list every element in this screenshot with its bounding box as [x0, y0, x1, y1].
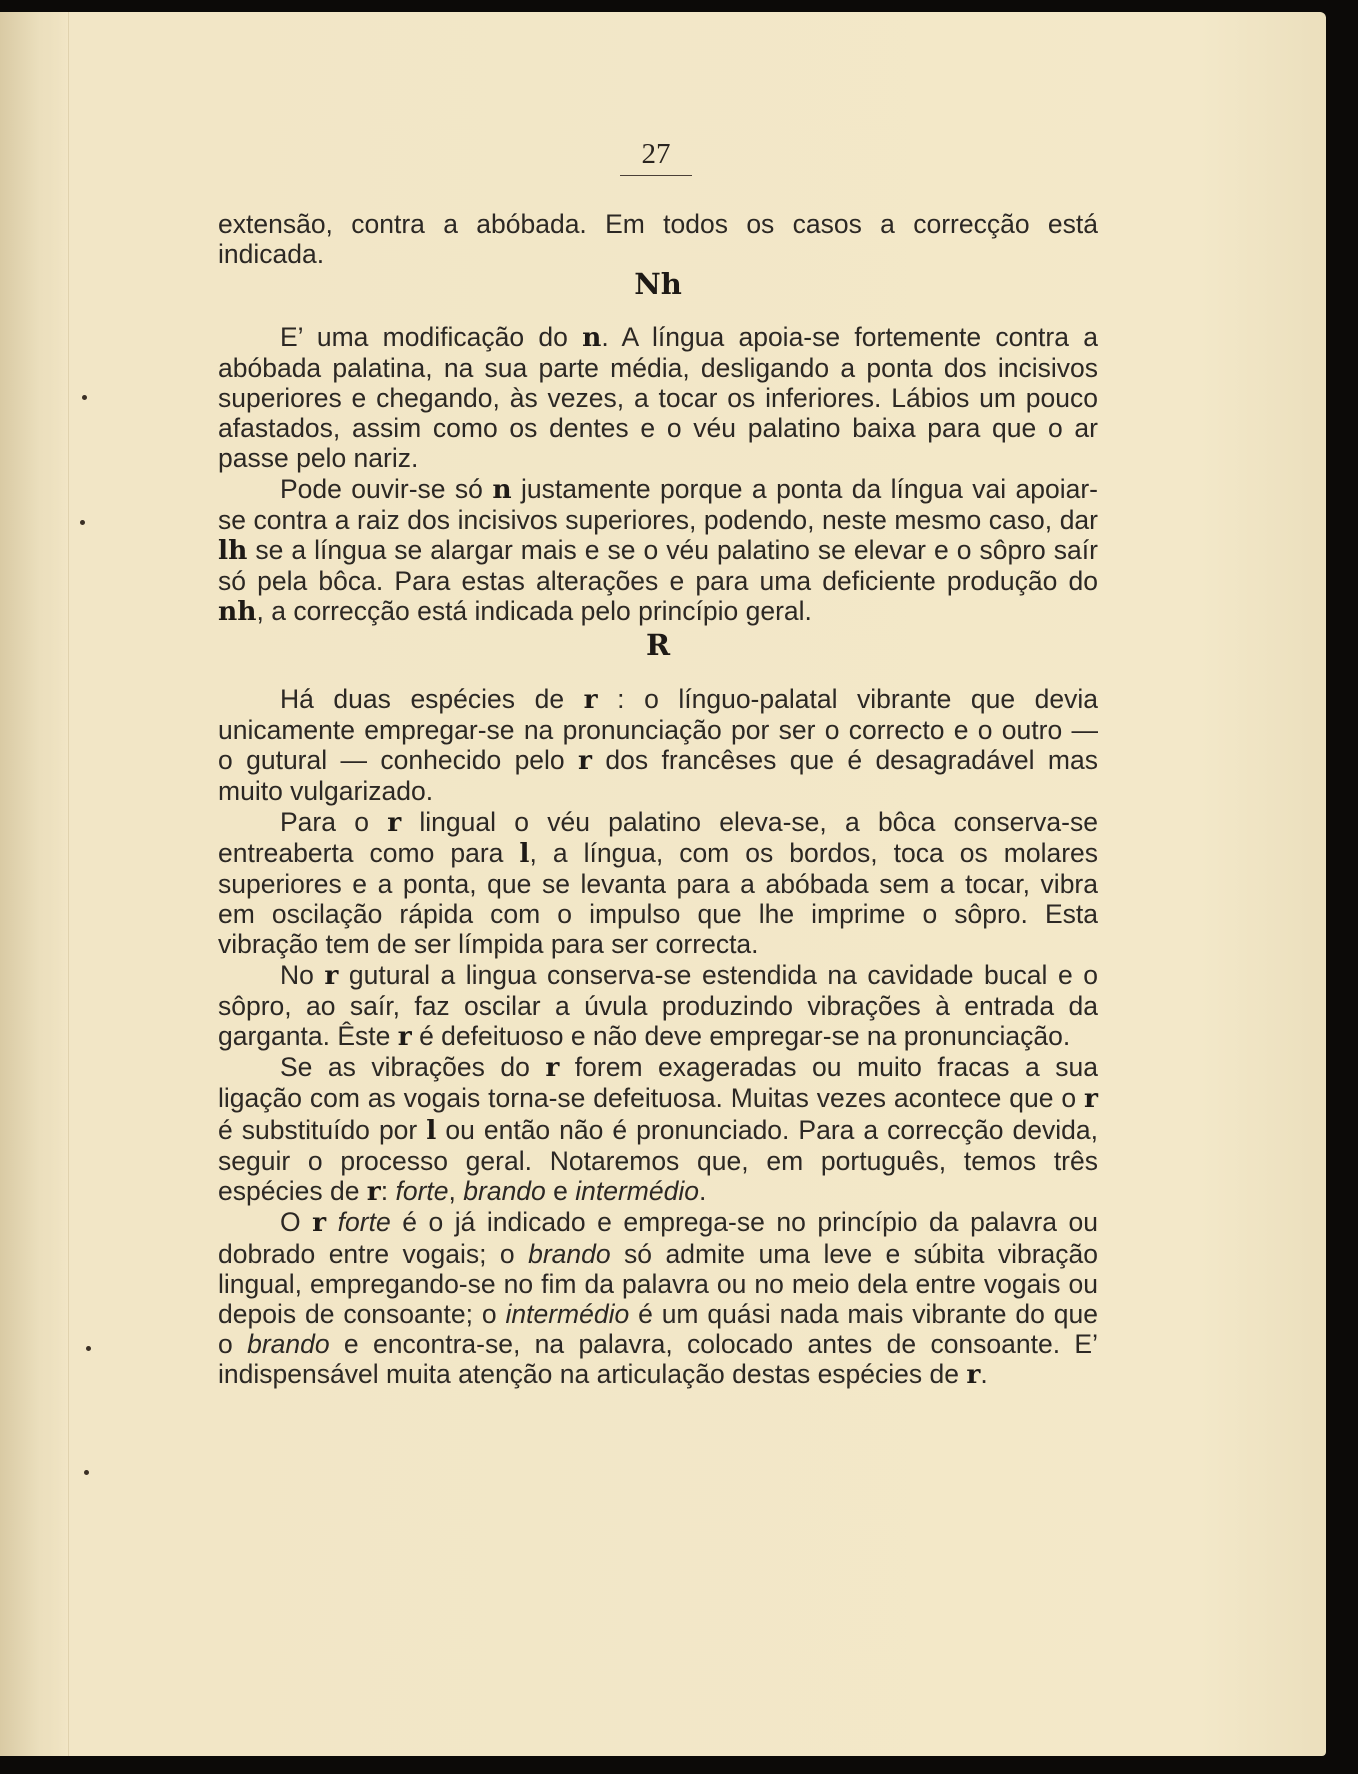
intro-paragraph: extensão, contra a abóbada. Em todos os casos a correcção está indicada. [218, 209, 1098, 270]
section-heading-r: R [645, 627, 671, 662]
body-text [218, 209, 1098, 1391]
paragraph: Pode ouvir-se só n justamente porque a ponta da língua vai apoiar-se contra a raiz dos incisivos superiores, podendo, neste mesmo caso, dar lh se a língua se alargar mais e se o véu palatino se elevar e o sôpro saír só pela bôca. Para estas alterações e para uma deficiente produção do nh, a correcção está indicada pelo princípio geral. [218, 473, 1099, 628]
margin-speck [82, 395, 87, 400]
paragraph: O r forte é o já indicado e emprega-se no princípio da palavra ou dobrado entre vogais; o brando só admite uma leve e súbita vibração lingual, empregando-se no fim da palavra ou no meio dela entre vogais ou depois de consoante; o intermédio é um quási nada mais vibrante do que o brando e encontra-se, na palavra, colocado antes de consoante. E’ indispensável muita atenção na articulação destas espécies de r. [218, 1207, 1098, 1391]
paragraph: Se as vibrações do r forem exageradas ou muito fracas a sua ligação com as vogais torna-se defeituosa. Muitas vezes acontece que o r é substituído por l ou então não é pronunciado. Para a correcção devida, seguir o processo geral. Notaremos que, em português, temos três espécies de r: forte, brando e intermédio. [218, 1052, 1098, 1208]
margin-speck [80, 520, 85, 525]
margin-speck [84, 1470, 89, 1475]
paragraph: E’ uma modificação do n. A língua apoia-se fortemente contra a abóbada palatina, na sua parte média, desligando a ponta dos incisivos superiores e chegando, às vezes, a tocar os inferiores. Lábios um pouco afastados, assim como os dentes e o véu palatino baixa para que o ar passe pelo nariz. [218, 321, 1098, 474]
binding-gutter [0, 12, 69, 1756]
paragraph: No r gutural a lingua conserva-se estendida na cavidade bucal e o sôpro, ao saír, faz oscilar a úvula produzindo vibrações à entrada da garganta. Êste r é defeituoso e não deve empregar-se na pronunciação. [218, 959, 1098, 1053]
paragraph: Para o r lingual o véu palatino eleva-se, a bôca conserva-se entreaberta como para l, a língua, com os bordos, toca os molares superiores e a ponta, que se levanta para a abóbada sem a tocar, vibra em oscilação rápida com o impulso que lhe imprime o sôpro. Esta vibração tem de ser límpida para ser correcta. [218, 806, 1099, 960]
book-page [0, 12, 1326, 1756]
margin-speck [86, 1346, 91, 1351]
paragraph: Há duas espécies de r : o línguo-palatal vibrante que devia unicamente empregar-se na pronunciação por ser o correcto e o outro — o gutural — conhecido pelo r dos francêses que é desagradável mas muito vulgarizado. [218, 683, 1098, 807]
section-heading-nh: Nh [634, 267, 682, 302]
page-number: 27 [620, 138, 692, 176]
